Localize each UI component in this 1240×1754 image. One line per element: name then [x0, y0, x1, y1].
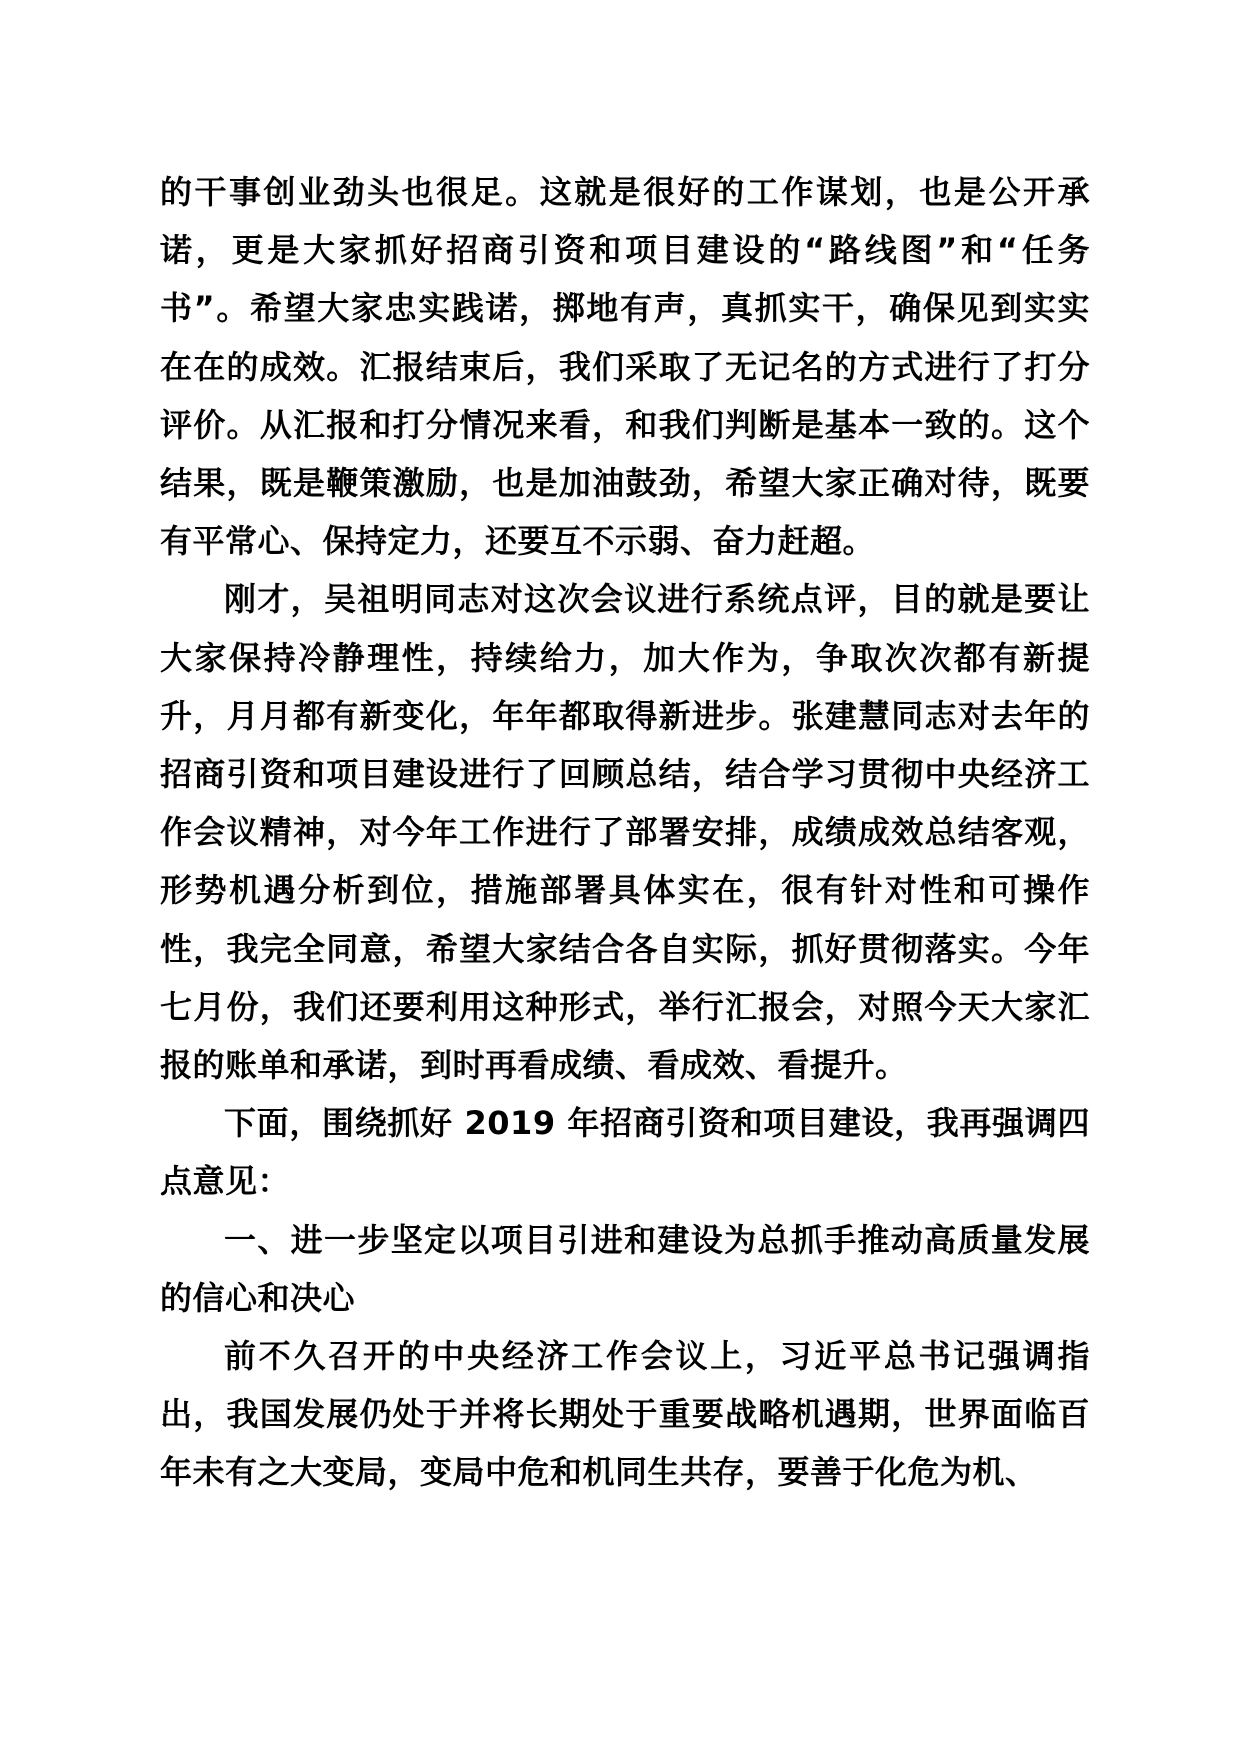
paragraph-economic-conference: 前不久召开的中央经济工作会议上，习近平总书记强调指出，我国发展仍处于并将长期处于重要战略机遇期，世界面临百年未有之大变局，变局中危和机同生共存，要善于化危为机、	[160, 1337, 1090, 1492]
paragraph-intro-points: 下面，围绕抓好 2019 年招商引资和项目建设，我再强调四点意见：	[160, 1104, 1090, 1201]
paragraph-continuation: 的干事创业劲头也很足。这就是很好的工作谋划，也是公开承诺，更是大家抓好招商引资和项目建设的“路线图”和“任务书”。希望大家忠实践诺，掷地有声，真抓实干，确保见到实实在在的成效。汇报结束后，我们采取了无记名的方式进行了打分评价。从汇报和打分情况来看，和我们判断是基本一致的。这个结果，既是鞭策激励，也是加油鼓劲，希望大家正确对待，既要有平常心、保持定力，还要互不示弱、奋力赶超。	[160, 173, 1090, 561]
document-body	[160, 163, 1090, 1502]
section-heading-1: 一、进一步坚定以项目引进和建设为总抓手推动高质量发展的信心和决心	[160, 1220, 1090, 1317]
paragraph-review: 刚才，吴祖明同志对这次会议进行系统点评，目的就是要让大家保持冷静理性，持续给力，加大作为，争取次次都有新提升，月月都有新变化，年年都取得新进步。张建慧同志对去年的招商引资和项目建设进行了回顾总结，结合学习贯彻中央经济工作会议精神，对今年工作进行了部署安排，成绩成效总结客观，形势机遇分析到位，措施部署具体实在，很有针对性和可操作性，我完全同意，希望大家结合各自实际，抓好贯彻落实。今年七月份，我们还要利用这种形式，举行汇报会，对照今天大家汇报的账单和承诺，到时再看成绩、看成效、看提升。	[160, 580, 1090, 1085]
